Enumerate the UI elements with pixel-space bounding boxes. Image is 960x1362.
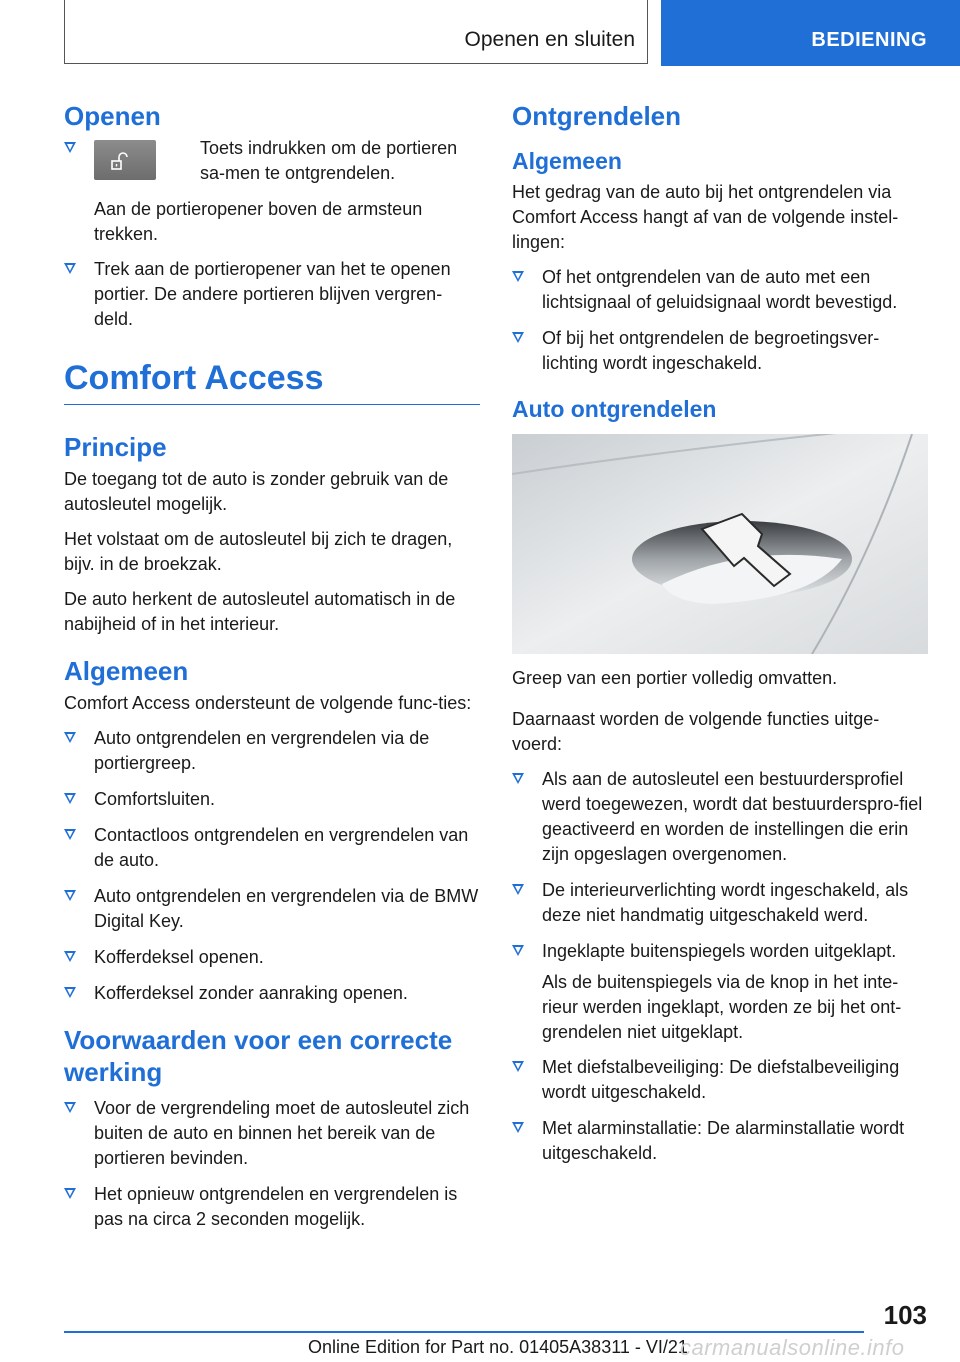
heading-algemeen: Algemeen <box>64 656 189 686</box>
principe-p1: De toegang tot de auto is zonder gebruik van de autosleutel mogelijk. <box>64 469 449 514</box>
heading-comfort-access: Comfort Access <box>64 358 480 405</box>
heading-ontgrendelen: Ontgrendelen <box>512 101 682 131</box>
list-item: Comfortsluiten. <box>64 787 480 812</box>
auto-list-2 <box>512 1055 928 1166</box>
header-section-box <box>64 0 648 64</box>
heading-algemeen-right: Algemeen <box>512 148 622 174</box>
algemeen-right-list <box>512 265 928 376</box>
auto-intro: Daarnaast worden de volgende functies uitge-voerd: <box>512 709 880 754</box>
header-chapter-title: BEDIENING <box>811 29 927 51</box>
bullet-triangle-icon <box>64 793 76 804</box>
heading-auto-ontgrendelen: Auto ontgrendelen <box>512 396 717 422</box>
bullet-triangle-icon <box>64 1102 76 1113</box>
list-item: Trek aan de portieropener van het te openen portier. De andere portieren blijven vergren-deld. <box>64 257 480 332</box>
bullet-triangle-icon <box>64 263 76 274</box>
list-item: Auto ontgrendelen en vergrendelen via de portiergreep. <box>64 726 480 776</box>
page-header <box>0 0 960 66</box>
bullet-triangle-icon <box>64 890 76 901</box>
algemeen-intro: Comfort Access ondersteunt de volgende func-ties: <box>64 693 472 713</box>
list-item <box>64 136 480 186</box>
openen-list <box>64 136 480 186</box>
openen-sub-text: Aan de portieropener boven de armsteun trekken. <box>94 199 423 244</box>
list-item: Als aan de autosleutel een bestuurdersprofiel werd toegewezen, wordt dat bestuurderspro-fiel geactiveerd en worden de instellingen die erin zijn opgeslagen overgenomen. <box>512 767 928 867</box>
bullet-triangle-icon <box>512 1122 524 1133</box>
auto-list <box>512 767 928 964</box>
list-item: Kofferdeksel openen. <box>64 945 480 970</box>
bullet-triangle-icon <box>512 884 524 895</box>
list-item: Ingeklapte buitenspiegels worden uitgeklapt. <box>512 939 928 964</box>
bullet-triangle-icon <box>512 773 524 784</box>
list-item: Of het ontgrendelen van de auto met een lichtsignaal of geluidsignaal wordt bevestigd. <box>512 265 928 315</box>
footer-divider <box>64 1331 864 1333</box>
heading-voorwaarden: Voorwaarden voor een correcte werking <box>64 1025 453 1087</box>
bullet-triangle-icon <box>64 732 76 743</box>
mirror-note: Als de buitenspiegels via de knop in het inte-rieur werden ingeklapt, worden ze bij het ont-grendelen niet uitgeklapt. <box>542 972 902 1042</box>
list-item: Met diefstalbeveiliging: De diefstalbeveiliging wordt uitgeschakeld. <box>512 1055 928 1105</box>
openen-list-2 <box>64 257 480 332</box>
bullet-triangle-icon <box>512 1061 524 1072</box>
principe-p2: Het volstaat om de autosleutel bij zich te dragen, bijv. in de broekzak. <box>64 529 453 574</box>
door-handle-photo <box>512 434 928 654</box>
list-item: Kofferdeksel zonder aanraking openen. <box>64 981 480 1006</box>
header-section-title: Openen en sluiten <box>464 28 635 51</box>
heading-openen: Openen <box>64 101 161 131</box>
voorwaarden-list <box>64 1096 480 1232</box>
list-item: De interieurverlichting wordt ingeschakeld, als deze niet handmatig uitgeschakeld werd. <box>512 878 928 928</box>
list-item: Voor de vergrendeling moet de autosleutel zich buiten de auto en binnen het bereik van de portieren bevinden. <box>64 1096 480 1171</box>
principe-p3: De auto herkent de autosleutel automatisch in de nabijheid of in het interieur. <box>64 589 456 634</box>
list-item: Auto ontgrendelen en vergrendelen via de BMW Digital Key. <box>64 884 480 934</box>
list-item: Met alarminstallatie: De alarminstallatie wordt uitgeschakeld. <box>512 1116 928 1166</box>
bullet-triangle-icon <box>64 1188 76 1199</box>
algemeen-right-intro: Het gedrag van de auto bij het ontgrendelen via Comfort Access hangt af van de volgende instel-lingen: <box>512 182 899 252</box>
bullet-triangle-icon <box>64 987 76 998</box>
bullet-triangle-icon <box>512 945 524 956</box>
list-item: Contactloos ontgrendelen en vergrendelen van de auto. <box>64 823 480 873</box>
figure-caption: Greep van een portier volledig omvatten. <box>512 668 838 688</box>
bullet-triangle-icon <box>512 271 524 282</box>
unlock-button-icon <box>94 140 156 180</box>
footer-edition: Online Edition for Part no. 01405A38311 - VI/21 <box>308 1337 688 1357</box>
bullet-triangle-icon <box>64 142 76 153</box>
button-instruction: Toets indrukken om de portieren sa-men te ontgrendelen. <box>200 138 458 183</box>
footer-watermark: carmanualsonline.info <box>680 1335 905 1360</box>
heading-principe: Principe <box>64 432 167 462</box>
header-chapter-tab <box>661 0 960 66</box>
bullet-triangle-icon <box>64 951 76 962</box>
list-item: Of bij het ontgrendelen de begroetingsver-lichting wordt ingeschakeld. <box>512 326 928 376</box>
right-column <box>512 100 928 1177</box>
algemeen-list <box>64 726 480 1006</box>
left-column <box>64 100 480 1243</box>
bullet-triangle-icon <box>512 332 524 343</box>
list-item: Het opnieuw ontgrendelen en vergrendelen is pas na circa 2 seconden mogelijk. <box>64 1182 480 1232</box>
bullet-triangle-icon <box>64 829 76 840</box>
page-number: 103 <box>883 1300 927 1330</box>
